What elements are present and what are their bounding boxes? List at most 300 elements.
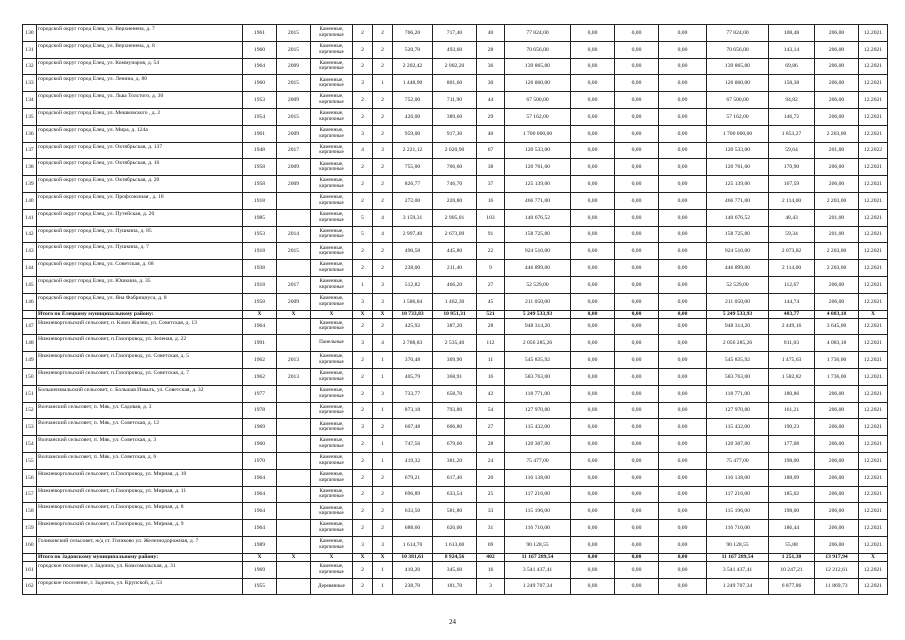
cell-year-built: 1964 xyxy=(243,318,277,335)
cell-year-repair xyxy=(277,561,311,578)
cell-floors: 3 xyxy=(353,536,373,553)
cell-residents: 25 xyxy=(477,486,505,503)
cell-address: городское поселение, г. Задонск, ул. Комсомольская, д. 31 xyxy=(37,561,243,578)
cell-address: городской округ город Елец, ул. Льва Толстого, д. 30 xyxy=(37,92,243,109)
table-row xyxy=(23,25,888,42)
cell-max-cost-per-m2: 13 917,94 xyxy=(815,553,859,561)
cell-residents: 22 xyxy=(477,243,505,260)
cell-fund-3: 0,00 xyxy=(659,335,707,352)
cell-floors: 2 xyxy=(353,561,373,578)
cell-fund-1: 0,00 xyxy=(571,142,615,159)
cell-year-built: 1989 xyxy=(243,536,277,553)
cell-fund-3: 0,00 xyxy=(659,125,707,142)
cell-living-area: 658,70 xyxy=(433,385,477,402)
cell-floors: 3 xyxy=(353,419,373,436)
cell-residents: 36 xyxy=(477,58,505,75)
cell-residents: 11 xyxy=(477,352,505,369)
cell-residents: 33 xyxy=(477,503,505,520)
cell-entrances: 1 xyxy=(373,352,393,369)
cell-living-area: 1 462,30 xyxy=(433,293,477,310)
cell-deadline: 12.2021 xyxy=(859,293,888,310)
cell-total-area: 766,20 xyxy=(393,25,433,42)
cell-fund-1: 0,00 xyxy=(571,436,615,453)
table-row xyxy=(23,125,888,142)
cell-fund-1: 0,00 xyxy=(571,419,615,436)
cell-deadline: 12.2021 xyxy=(859,469,888,486)
cell-deadline: 12.2021 xyxy=(859,318,888,335)
cell-fund-1: 0,00 xyxy=(571,75,615,92)
cell-deadline: 12.2021 xyxy=(859,75,888,92)
cell-year-repair: 2013 xyxy=(277,352,311,369)
cell-owners-funds: 115 432,00 xyxy=(707,419,769,436)
cell-no: 134 xyxy=(23,92,37,109)
cell-owners-funds: 127 970,00 xyxy=(707,402,769,419)
cell-max-cost-per-m2: 201,00 xyxy=(815,209,859,226)
cell-address: Большеизвальский сельсовет, с. Большая Извалъ, ул. Советская, д. 32 xyxy=(37,385,243,402)
cell-cost-per-m2: 170,90 xyxy=(769,159,815,176)
cell-cost-per-m2: 2 114,00 xyxy=(769,260,815,277)
cell-fund-1: 0,00 xyxy=(571,368,615,385)
cell-year-built: 1960 xyxy=(243,75,277,92)
cell-year-repair: 2015 xyxy=(277,75,311,92)
cell-year-built: 1964 xyxy=(243,503,277,520)
cell-address: Нижневоргольский сельсовет, п. Ключ Жизни, ул. Советская, д. 13 xyxy=(37,318,243,335)
table-row xyxy=(23,385,888,402)
cell-address: городской округ город Елец, ул. Ленина, д. 80 xyxy=(37,75,243,92)
cell-fund-2: 0,00 xyxy=(615,142,659,159)
cell-fund-1: 0,00 xyxy=(571,192,615,209)
cell-living-area: 617,46 xyxy=(433,469,477,486)
cell-address: Нижневоргольский сельсовет, п.Газопровод, ул. Советская, д. 7 xyxy=(37,368,243,385)
cell-entrances: 2 xyxy=(373,41,393,58)
cell-year-repair xyxy=(277,452,311,469)
cell-no: 161 xyxy=(23,561,37,578)
table-row xyxy=(23,536,888,553)
cell-max-cost-per-m2: 201,00 xyxy=(815,142,859,159)
cell-deadline: 12.2021 xyxy=(859,578,888,595)
cell-walls: Каменные, кирпичные xyxy=(311,226,353,243)
cell-residents: 28 xyxy=(477,436,505,453)
cell-floors: X xyxy=(353,310,373,318)
cell-floors: 2 xyxy=(353,368,373,385)
cell-cost-total: 125 139,00 xyxy=(505,176,571,193)
cell-cost-per-m2: 146,72 xyxy=(769,108,815,125)
table-row xyxy=(23,159,888,176)
cell-year-repair xyxy=(277,486,311,503)
cell-cost-total: 924 510,00 xyxy=(505,243,571,260)
cell-deadline: 12.2021 xyxy=(859,108,888,125)
cell-floors: 2 xyxy=(353,260,373,277)
cell-fund-1: 0,00 xyxy=(571,402,615,419)
cell-walls: Каменные, кирпичные xyxy=(311,419,353,436)
cell-year-built: 1954 xyxy=(243,108,277,125)
cell-total-area: 238,70 xyxy=(393,578,433,595)
cell-living-area: 2 673,09 xyxy=(433,226,477,243)
cell-residents: 45 xyxy=(477,293,505,310)
cell-cost-total: 139 865,00 xyxy=(505,58,571,75)
cell-owners-funds: 52 529,00 xyxy=(707,276,769,293)
cell-living-area: 381,20 xyxy=(433,452,477,469)
cell-fund-2: 0,00 xyxy=(615,469,659,486)
cell-owners-funds: 120 533,00 xyxy=(707,142,769,159)
cell-floors: 3 xyxy=(353,335,373,352)
cell-walls: Каменные, кирпичные xyxy=(311,142,353,159)
cell-year-repair: 2013 xyxy=(277,368,311,385)
cell-year-built: 1958 xyxy=(243,293,277,310)
cell-cost-per-m2: 94,82 xyxy=(769,92,815,109)
cell-fund-3: 0,00 xyxy=(659,503,707,520)
cell-living-area: 793,80 xyxy=(433,402,477,419)
cell-fund-2: 0,00 xyxy=(615,192,659,209)
cell-deadline: 12.2021 xyxy=(859,368,888,385)
table-row xyxy=(23,335,888,352)
cell-fund-3: 0,00 xyxy=(659,41,707,58)
cell-walls: Каменные, кирпичные xyxy=(311,520,353,537)
cell-no: 133 xyxy=(23,75,37,92)
cell-walls: Каменные, кирпичные xyxy=(311,293,353,310)
cell-total-area: 3 159,31 xyxy=(393,209,433,226)
cell-entrances: 2 xyxy=(373,469,393,486)
cell-fund-2: 0,00 xyxy=(615,92,659,109)
cell-year-built: 1961 xyxy=(243,125,277,142)
cell-address: Волчанский сельсовет, п. Мяк, ул. Садовая, д. 3 xyxy=(37,402,243,419)
cell-year-built: 1964 xyxy=(243,58,277,75)
table-row xyxy=(23,142,888,159)
cell-living-area: 369,90 xyxy=(433,352,477,369)
cell-entrances: 2 xyxy=(373,125,393,142)
cell-cost-per-m2: 112,67 xyxy=(769,276,815,293)
cell-max-cost-per-m2: 206,00 xyxy=(815,276,859,293)
cell-fund-1: 0,00 xyxy=(571,125,615,142)
cell-cost-total: 1 700 000,00 xyxy=(505,125,571,142)
table-row xyxy=(23,486,888,503)
cell-year-built: X xyxy=(243,310,277,318)
cell-walls: Каменные, кирпичные xyxy=(311,452,353,469)
cell-cost-total: 118 771,00 xyxy=(505,385,571,402)
cell-fund-3: 0,00 xyxy=(659,276,707,293)
cell-address: Нижневоргольский сельсовет, п.Газопровод, ул. Мирная, д. 8 xyxy=(37,503,243,520)
cell-address: городской округ город Елец, ул. Коммунаров, д. 54 xyxy=(37,58,243,75)
cell-total-area: 1 586,84 xyxy=(393,293,433,310)
cell-total-area: 405,79 xyxy=(393,368,433,385)
cell-fund-2: 0,00 xyxy=(615,561,659,578)
cell-fund-3: 0,00 xyxy=(659,536,707,553)
cell-owners-funds: 1 249 707,34 xyxy=(707,578,769,595)
cell-deadline: 12.2021 xyxy=(859,452,888,469)
cell-max-cost-per-m2: 206,00 xyxy=(815,402,859,419)
cell-cost-per-m2: 59,64 xyxy=(769,142,815,159)
cell-floors: 2 xyxy=(353,25,373,42)
table-row xyxy=(23,503,888,520)
cell-fund-2: 0,00 xyxy=(615,486,659,503)
cell-floors: 2 xyxy=(353,503,373,520)
cell-address: городской округ город Елец, ул. Мешковского , д. 2 xyxy=(37,108,243,125)
cell-fund-2: 0,00 xyxy=(615,553,659,561)
cell-deadline: 12.2021 xyxy=(859,402,888,419)
cell-total-area: 2 997,40 xyxy=(393,226,433,243)
cell-deadline: X xyxy=(859,310,888,318)
cell-address: Итого по Елецкому муниципальному району: xyxy=(37,310,243,318)
cell-address: Голиковский сельсовет, ж/д ст. Голиково ул. Железнодорожная, д. 7 xyxy=(37,536,243,553)
cell-floors: 2 xyxy=(353,469,373,486)
cell-cost-per-m2: 190,23 xyxy=(769,419,815,436)
cell-total-area: 1 448,90 xyxy=(393,75,433,92)
cell-floors: 5 xyxy=(353,209,373,226)
cell-floors: 2 xyxy=(353,58,373,75)
cell-entrances: 1 xyxy=(373,75,393,92)
cell-year-repair: 2009 xyxy=(277,92,311,109)
cell-walls: Каменные, кирпичные xyxy=(311,176,353,193)
cell-cost-per-m2: 55,88 xyxy=(769,536,815,553)
cell-cost-total: 211 050,00 xyxy=(505,293,571,310)
table-row xyxy=(23,75,888,92)
cell-year-repair xyxy=(277,209,311,226)
cell-entrances: X xyxy=(373,553,393,561)
table-row xyxy=(23,318,888,335)
cell-living-area: 10 851,31 xyxy=(433,310,477,318)
cell-address: Итого по Задонскому муниципальному району: xyxy=(37,553,243,561)
cell-cost-per-m2: 161,21 xyxy=(769,402,815,419)
cell-floors: 2 xyxy=(353,436,373,453)
table-row xyxy=(23,226,888,243)
cell-fund-3: 0,00 xyxy=(659,142,707,159)
cell-address: городской округ город Елец, ул. Пушкина, д. 85 xyxy=(37,226,243,243)
table-row xyxy=(23,352,888,369)
cell-total-area: 2 788,83 xyxy=(393,335,433,352)
cell-fund-2: 0,00 xyxy=(615,385,659,402)
cell-fund-1: 0,00 xyxy=(571,385,615,402)
cell-fund-3: 0,00 xyxy=(659,402,707,419)
cell-fund-1: 0,00 xyxy=(571,276,615,293)
cell-owners-funds: 446 899,00 xyxy=(707,260,769,277)
cell-year-built: 1962 xyxy=(243,368,277,385)
cell-fund-3: 0,00 xyxy=(659,176,707,193)
cell-fund-3: 0,00 xyxy=(659,243,707,260)
cell-cost-total: 116 138,00 xyxy=(505,469,571,486)
cell-year-repair: 2009 xyxy=(277,125,311,142)
cell-year-built: 1977 xyxy=(243,385,277,402)
cell-max-cost-per-m2: 206,00 xyxy=(815,176,859,193)
cell-no: 130 xyxy=(23,25,37,42)
cell-residents: 40 xyxy=(477,25,505,42)
cell-walls: X xyxy=(311,553,353,561)
cell-living-area: 493,60 xyxy=(433,41,477,58)
cell-address: Нижневоргольский сельсовет, п.Газопровод, ул. Мирная, д. 10 xyxy=(37,469,243,486)
cell-cost-total: 140 676,52 xyxy=(505,209,571,226)
cell-residents: 24 xyxy=(477,452,505,469)
cell-deadline: 12.2022 xyxy=(859,142,888,159)
cell-fund-2: 0,00 xyxy=(615,260,659,277)
cell-cost-total: 57 162,00 xyxy=(505,108,571,125)
cell-max-cost-per-m2: 206,00 xyxy=(815,503,859,520)
cell-year-repair: X xyxy=(277,310,311,318)
cell-fund-1: 0,00 xyxy=(571,561,615,578)
cell-no: 159 xyxy=(23,520,37,537)
cell-total-area: 2 221,12 xyxy=(393,142,433,159)
table-row xyxy=(23,561,888,578)
table-row xyxy=(23,520,888,537)
cell-walls: Каменные, кирпичные xyxy=(311,108,353,125)
cell-year-repair: 2009 xyxy=(277,58,311,75)
cell-floors: X xyxy=(353,553,373,561)
cell-total-area: 755,00 xyxy=(393,159,433,176)
cell-deadline: 12.2021 xyxy=(859,436,888,453)
cell-year-repair: 2015 xyxy=(277,25,311,42)
cell-residents: 20 xyxy=(477,469,505,486)
cell-year-built: 1938 xyxy=(243,260,277,277)
cell-fund-1: 0,00 xyxy=(571,553,615,561)
cell-floors: 3 xyxy=(353,75,373,92)
cell-year-repair: X xyxy=(277,553,311,561)
cell-total-area: 747,56 xyxy=(393,436,433,453)
cell-walls: Каменные, кирпичные xyxy=(311,368,353,385)
cell-no: 144 xyxy=(23,260,37,277)
cell-cost-per-m2: 811,03 xyxy=(769,335,815,352)
cell-floors: 2 xyxy=(353,41,373,58)
cell-max-cost-per-m2: 206,00 xyxy=(815,486,859,503)
cell-fund-2: 0,00 xyxy=(615,452,659,469)
table-row xyxy=(23,578,888,595)
cell-deadline: X xyxy=(859,553,888,561)
cell-fund-3: 0,00 xyxy=(659,58,707,75)
cell-cost-total: 948 314,20 xyxy=(505,318,571,335)
cell-total-area: 2 202,42 xyxy=(393,58,433,75)
cell-fund-1: 0,00 xyxy=(571,25,615,42)
table-row xyxy=(23,419,888,436)
cell-deadline: 12.2021 xyxy=(859,385,888,402)
cell-cost-total: 446 899,00 xyxy=(505,260,571,277)
cell-entrances: 3 xyxy=(373,293,393,310)
cell-total-area: 667,48 xyxy=(393,419,433,436)
cell-address: городской округ город Елец, ул. Октябрьская, д. 20 xyxy=(37,176,243,193)
cell-walls: Каменные, кирпичные xyxy=(311,92,353,109)
cell-deadline: 12.2021 xyxy=(859,226,888,243)
cell-entrances: 2 xyxy=(373,243,393,260)
cell-max-cost-per-m2: 206,00 xyxy=(815,385,859,402)
register-table xyxy=(22,24,888,595)
cell-cost-total: 116 710,00 xyxy=(505,520,571,537)
cell-cost-per-m2: 108,48 xyxy=(769,25,815,42)
cell-deadline: 12.2021 xyxy=(859,125,888,142)
cell-walls: Каменные, кирпичные xyxy=(311,503,353,520)
cell-cost-total: 126 860,00 xyxy=(505,75,571,92)
cell-floors: 2 xyxy=(353,352,373,369)
cell-owners-funds: 118 771,00 xyxy=(707,385,769,402)
cell-total-area: 1 614,70 xyxy=(393,536,433,553)
cell-cost-per-m2: 1 582,82 xyxy=(769,368,815,385)
cell-owners-funds: 139 865,00 xyxy=(707,58,769,75)
cell-no xyxy=(23,553,37,561)
cell-fund-3: 0,00 xyxy=(659,486,707,503)
cell-address: городской округ город Елец, ул. Пушкина, д. 7 xyxy=(37,243,243,260)
cell-residents: 40 xyxy=(477,125,505,142)
cell-cost-per-m2: 143,14 xyxy=(769,41,815,58)
cell-fund-2: 0,00 xyxy=(615,352,659,369)
cell-owners-funds: 126 860,00 xyxy=(707,75,769,92)
cell-residents: 27 xyxy=(477,419,505,436)
cell-owners-funds: 158 725,00 xyxy=(707,226,769,243)
cell-walls: Каменные, кирпичные xyxy=(311,486,353,503)
cell-total-area: 873,18 xyxy=(393,402,433,419)
cell-total-area: 520,70 xyxy=(393,41,433,58)
cell-year-repair xyxy=(277,192,311,209)
cell-floors: 2 xyxy=(353,92,373,109)
cell-owners-funds: 90 128,55 xyxy=(707,536,769,553)
cell-floors: 5 xyxy=(353,226,373,243)
cell-cost-total: 67 500,00 xyxy=(505,92,571,109)
total-row xyxy=(23,553,888,561)
cell-walls: Каменные, кирпичные xyxy=(311,561,353,578)
cell-fund-1: 0,00 xyxy=(571,243,615,260)
cell-deadline: 12.2021 xyxy=(859,419,888,436)
cell-year-built: 1978 xyxy=(243,402,277,419)
cell-no: 147 xyxy=(23,318,37,335)
cell-fund-3: 0,00 xyxy=(659,108,707,125)
cell-living-area: 387,20 xyxy=(433,318,477,335)
cell-living-area: 2 002,20 xyxy=(433,58,477,75)
cell-max-cost-per-m2: 206,00 xyxy=(815,75,859,92)
cell-fund-1: 0,00 xyxy=(571,578,615,595)
cell-cost-total: 545 835,92 xyxy=(505,352,571,369)
cell-max-cost-per-m2: 206,00 xyxy=(815,293,859,310)
cell-cost-total: 5 249 533,93 xyxy=(505,310,571,318)
cell-max-cost-per-m2: 206,00 xyxy=(815,159,859,176)
cell-cost-per-m2: 48,43 xyxy=(769,209,815,226)
cell-cost-per-m2: 483,77 xyxy=(769,310,815,318)
cell-living-area: 633,54 xyxy=(433,486,477,503)
cell-cost-total: 120 307,00 xyxy=(505,436,571,453)
cell-fund-2: 0,00 xyxy=(615,578,659,595)
cell-fund-2: 0,00 xyxy=(615,108,659,125)
cell-fund-3: 0,00 xyxy=(659,226,707,243)
cell-fund-3: 0,00 xyxy=(659,469,707,486)
cell-deadline: 12.2021 xyxy=(859,25,888,42)
cell-fund-2: 0,00 xyxy=(615,310,659,318)
cell-no: 138 xyxy=(23,159,37,176)
cell-year-built: 1948 xyxy=(243,142,277,159)
cell-cost-per-m2: 144,74 xyxy=(769,293,815,310)
cell-walls: Панельные xyxy=(311,335,353,352)
cell-living-area: 746,70 xyxy=(433,176,477,193)
cell-owners-funds: 924 510,00 xyxy=(707,243,769,260)
cell-max-cost-per-m2: 206,00 xyxy=(815,452,859,469)
cell-max-cost-per-m2: 2 203,00 xyxy=(815,192,859,209)
cell-entrances: 2 xyxy=(373,159,393,176)
cell-fund-2: 0,00 xyxy=(615,41,659,58)
cell-cost-per-m2: 180,86 xyxy=(769,385,815,402)
cell-walls: Каменные, кирпичные xyxy=(311,469,353,486)
cell-cost-total: 3 541 437,41 xyxy=(505,561,571,578)
cell-owners-funds: 120 761,00 xyxy=(707,159,769,176)
cell-total-area: 370,48 xyxy=(393,352,433,369)
cell-walls: Каменные, кирпичные xyxy=(311,41,353,58)
cell-entrances: 2 xyxy=(373,92,393,109)
cell-entrances: 2 xyxy=(373,176,393,193)
cell-entrances: 1 xyxy=(373,578,393,595)
cell-residents: 69 xyxy=(477,536,505,553)
cell-owners-funds: 140 676,52 xyxy=(707,209,769,226)
cell-fund-1: 0,00 xyxy=(571,293,615,310)
cell-residents: 37 xyxy=(477,176,505,193)
cell-walls: Каменные, кирпичные xyxy=(311,385,353,402)
cell-year-repair xyxy=(277,436,311,453)
cell-max-cost-per-m2: 206,00 xyxy=(815,419,859,436)
cell-fund-3: 0,00 xyxy=(659,452,707,469)
cell-cost-per-m2: 2 073,82 xyxy=(769,243,815,260)
cell-entrances: 3 xyxy=(373,536,393,553)
cell-floors: 2 xyxy=(353,176,373,193)
cell-deadline: 12.2021 xyxy=(859,92,888,109)
